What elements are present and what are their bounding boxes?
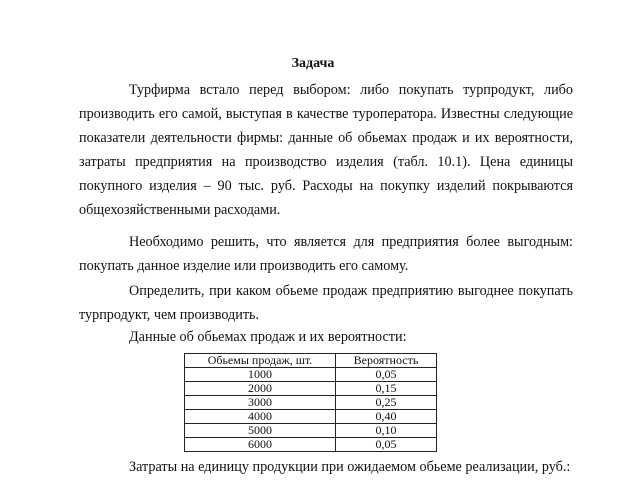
cell-volume: 3000 <box>185 396 336 410</box>
table-header-row <box>185 354 437 368</box>
cell-probability: 0,15 <box>336 382 437 396</box>
table-row <box>185 410 437 424</box>
cell-probability: 0,05 <box>336 438 437 452</box>
page-title: Задача <box>291 56 335 71</box>
cell-probability: 0,40 <box>336 410 437 424</box>
cell-probability: 0,05 <box>336 368 437 382</box>
cell-volume: 2000 <box>185 382 336 396</box>
paragraph-determine: Определить, при каком обьеме продаж предприятию выгоднее покупать турпродукт, чем производить. <box>79 283 573 323</box>
table-row <box>185 368 437 382</box>
table-row <box>185 438 437 452</box>
paragraph-table-caption: Данные об обьемах продаж и их вероятности: <box>129 329 407 345</box>
sales-probability-table <box>184 353 437 452</box>
cell-probability: 0,25 <box>336 396 437 410</box>
cell-volume: 4000 <box>185 410 336 424</box>
paragraph-costs: Затраты на единицу продукции при ожидаемом обьеме реализации, руб.: <box>129 459 571 475</box>
table-row <box>185 396 437 410</box>
cell-volume: 5000 <box>185 424 336 438</box>
paragraph-decision: Необходимо решить, что является для предприятия более выгодным: покупать данное изделие или производить его самому. <box>79 234 573 274</box>
table-row <box>185 424 437 438</box>
cell-volume: 1000 <box>185 368 336 382</box>
paragraph-problem: Турфирма встало перед выбором: либо покупать турпродукт, либо производить его самой, выступая в качестве туроператора. Известны следующие показатели деятельности фирмы: данные об обьемах продаж и их вероятности, затраты предприятия на производство изделия (табл. 10.1). Цена единицы покупного изделия – 90 тыс. руб. Расходы на покупку изделий покрываются общехозяйственными расходами. <box>79 82 573 218</box>
cell-volume: 6000 <box>185 438 336 452</box>
table-row <box>185 382 437 396</box>
header-probability: Вероятность <box>336 354 437 368</box>
header-sales-volume: Обьемы продаж, шт. <box>185 354 336 368</box>
cell-probability: 0,10 <box>336 424 437 438</box>
